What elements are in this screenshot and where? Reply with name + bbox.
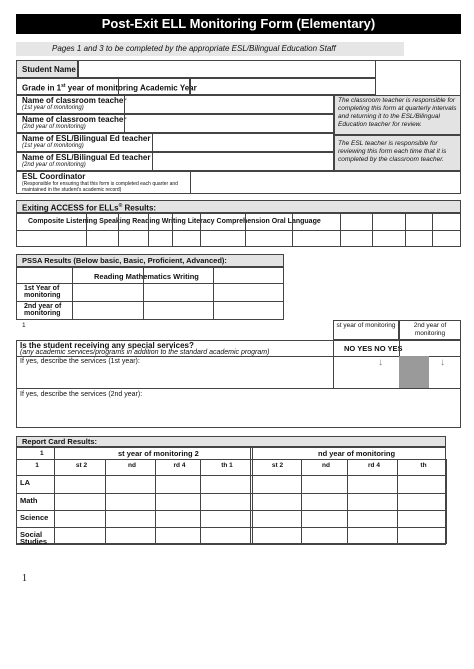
report-cell[interactable] <box>347 527 397 544</box>
esl-coord-sub: (Responsible for ensuring that this form is completed each quarter and maintained in the student's academic record) <box>22 181 178 193</box>
report-cell[interactable] <box>54 510 105 527</box>
class-teacher-2-sub: (2nd year of monitoring) <box>22 124 86 130</box>
report-row-label-2: Science <box>20 513 49 522</box>
services-yesno: NO YES NO YES <box>344 344 403 353</box>
services-col2: 2nd year of monitoring <box>413 322 447 337</box>
report-quarter-5: st 2 <box>271 462 284 469</box>
services-describe-2: If yes, describe the services (2nd year): <box>20 391 143 398</box>
esl-teacher-2-field[interactable] <box>152 152 334 171</box>
report-year-2: nd year of monitoring <box>318 449 396 458</box>
report-cell[interactable] <box>347 493 397 510</box>
student-name-field[interactable] <box>78 60 376 78</box>
report-cell[interactable] <box>301 493 347 510</box>
report-cell[interactable] <box>200 510 250 527</box>
report-quarter-0: 1 <box>35 462 39 469</box>
report-cell[interactable] <box>105 510 155 527</box>
pssa-columns: Reading Mathematics Writing <box>94 272 199 281</box>
report-row-label-1: Math <box>20 496 38 505</box>
report-quarter-2: nd <box>128 462 136 469</box>
report-cell[interactable] <box>301 510 347 527</box>
report-cell[interactable] <box>347 475 397 493</box>
grade-field[interactable] <box>118 78 190 95</box>
report-cell[interactable] <box>200 493 250 510</box>
esl-teacher-1-sub: (1st year of monitoring) <box>22 143 84 149</box>
services-question: Is the student receiving any special services? <box>20 341 194 350</box>
class-teacher-2-label: Name of classroom teacher <box>22 115 127 124</box>
esl-teacher-2-label: Name of ESL/Bilingual Ed teacher <box>22 153 151 162</box>
report-cell[interactable] <box>397 510 446 527</box>
report-cell[interactable] <box>105 475 155 493</box>
report-cell[interactable] <box>54 493 105 510</box>
esl-teacher-1-field[interactable] <box>152 133 334 152</box>
services-col1: st year of monitoring <box>336 322 396 329</box>
report-cell[interactable] <box>54 475 105 493</box>
access-header: Exiting ACCESS for ELLs® Results: <box>22 203 157 213</box>
report-cell[interactable] <box>200 475 250 493</box>
report-cell[interactable] <box>200 527 250 544</box>
report-cell[interactable] <box>250 527 301 544</box>
class-teacher-1-field[interactable] <box>124 95 334 114</box>
completion-note: Pages 1 and 3 to be completed by the appropriate ESL/Bilingual Education Staff <box>16 42 404 56</box>
report-cell[interactable] <box>105 527 155 544</box>
report-cell[interactable] <box>54 527 105 544</box>
report-quarter-7: rd 4 <box>368 462 380 469</box>
services-describe-2-field[interactable] <box>16 389 461 427</box>
side-note-1: The classroom teacher is responsible for completing this form at quarterly intervals and returning it to the ESL/Bilingual Education teacher for review. <box>338 97 457 128</box>
report-cell[interactable] <box>155 493 200 510</box>
services-question-sub: (any academic services/programs in addition to the standard academic program) <box>20 349 270 356</box>
report-cell[interactable] <box>397 527 446 544</box>
report-cell[interactable] <box>397 475 446 493</box>
esl-coord-label: ESL Coordinator <box>22 172 86 181</box>
report-quarter-6: nd <box>322 462 330 469</box>
report-cell[interactable] <box>347 510 397 527</box>
report-row-label-3: Social Studies <box>20 530 48 546</box>
report-row-label-0: LA <box>20 478 30 487</box>
report-cell[interactable] <box>301 527 347 544</box>
report-num: 1 <box>40 450 44 457</box>
class-teacher-2-field[interactable] <box>124 114 334 133</box>
arrow-down-icon: ↓ <box>378 357 383 368</box>
services-shaded-area <box>399 356 429 388</box>
esl-coord-field[interactable] <box>190 171 461 194</box>
grade-label: Grade in 1st year of monitoring Academic Year <box>22 83 197 93</box>
report-quarter-3: rd 4 <box>173 462 186 469</box>
report-cell[interactable] <box>250 493 301 510</box>
report-quarter-1: st 2 <box>75 462 88 469</box>
report-cell[interactable] <box>397 493 446 510</box>
report-quarter-8: th <box>420 462 427 469</box>
pssa-row-2: 2nd year of monitoring <box>24 303 62 317</box>
report-cell[interactable] <box>301 475 347 493</box>
page-number: 1 <box>22 573 27 584</box>
class-teacher-1-sub: (1st year of monitoring) <box>22 105 84 111</box>
report-cell[interactable] <box>250 510 301 527</box>
pssa-header: PSSA Results (Below basic, Basic, Proficient, Advanced): <box>22 256 227 265</box>
services-describe-1-field[interactable] <box>16 356 333 388</box>
student-name-label: Student Name <box>22 65 76 74</box>
access-columns: Composite Listening Speaking Reading Writing Literacy Comprehension Oral Language <box>28 218 321 225</box>
services-num: 1 <box>22 322 26 329</box>
form-title: Post-Exit ELL Monitoring Form (Elementary) <box>16 14 461 34</box>
report-cell[interactable] <box>155 475 200 493</box>
esl-teacher-1-label: Name of ESL/Bilingual Ed teacher <box>22 134 151 143</box>
report-quarter-4: th 1 <box>221 462 233 469</box>
esl-teacher-2-sub: (2nd year of monitoring) <box>22 162 86 168</box>
side-note-2: The ESL teacher is responsible for reviewing this form each time that it is completed by the classroom teacher. <box>338 140 447 163</box>
academic-year-field[interactable] <box>190 78 376 95</box>
report-year-1: st year of monitoring 2 <box>118 449 199 458</box>
pssa-row-1: 1st Year of monitoring <box>24 285 61 299</box>
report-cell[interactable] <box>155 527 200 544</box>
report-header: Report Card Results: <box>22 437 98 446</box>
report-cell[interactable] <box>155 510 200 527</box>
report-cell[interactable] <box>105 493 155 510</box>
class-teacher-1-label: Name of classroom teacher <box>22 96 127 105</box>
report-cell[interactable] <box>250 475 301 493</box>
services-describe-1: If yes, describe the services (1st year): <box>20 358 140 365</box>
arrow-down-icon-2: ↓ <box>440 357 445 368</box>
